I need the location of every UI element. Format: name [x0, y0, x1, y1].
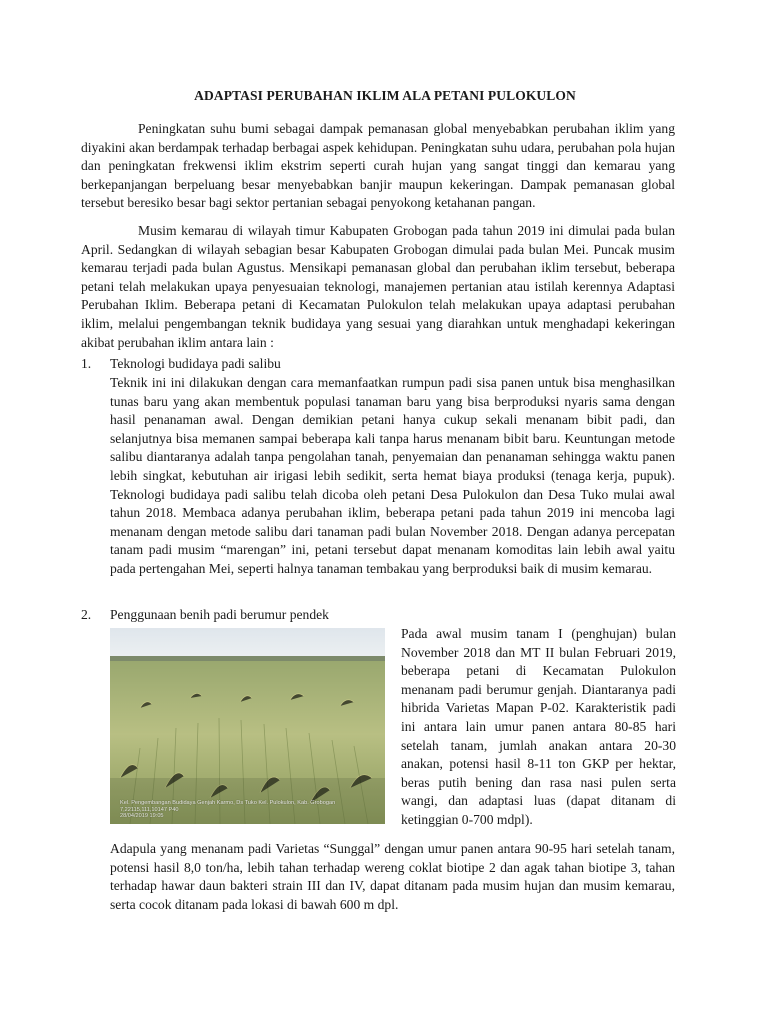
list-number: 2.	[81, 607, 92, 622]
salibu-paragraph: Teknik ini ini dilakukan dengan cara memanfaatkan rumpun padi sisa panen untuk bisa menghasilkan tunas baru yang akan membentuk populasi tanaman baru yang bisa berproduksi nyaris sama dengan hasil penanaman awal. Dengan demikian petani hanya cukup sekali menanam bibit padi, dan selanjutnya bisa memanen sampai beberapa kali tanpa harus menanam bibit baru. Keuntungan metode salibu diantaranya adalah tanpa pengolahan tanah, penyemaian dan penanaman sehingga waktu panen lebih singkat, kebutuhan air irigasi lebih sedikit, serta hemat biaya produksi (tenaga kerja, pupuk). Teknologi budidaya padi salibu telah dicoba oleh petani Desa Pulokulon dan Desa Tuko mulai awal tahun 2018. Membaca adanya perubahan iklim, beberapa petani pada tahun 2019 ini mencoba lagi menanam dengan metode salibu dari tanaman padi bulan November 2018. Dengan adanya percepatan tanam padi musim “marengan” ini, petani tersebut dapat menanam komoditas lain lebih awal yaitu pada pertengahan Mei, seperti halnya tanaman tembakau yang berproduksi baik di musim kemarau.	[110, 375, 675, 576]
sunggal-paragraph: Adapula yang menanam padi Varietas “Sunggal” dengan umur panen antara 90-95 hari setelah tanam, potensi hasil 8,0 ton/ha, lebih tahan terhadap wereng coklat biotipe 2 dan agak tahan biotipe 3, tahan terhadap hawar daun bakteri strain III dan IV, dapat ditanam pada musim hujan dan musim kemarau, serta cocok ditanam pada lokasi di bawah 600 m dpl.	[110, 841, 675, 912]
watermark-line: 28/04/2019 19:05	[120, 813, 164, 820]
dry-season-paragraph: Musim kemarau di wilayah timur Kabupaten Grobogan pada tahun 2019 ini dimulai pada bulan April. Sedangkan di wilayah sebagian besar Kabupaten Grobogan dimulai pada bulan Mei. Puncak musim kemarau terjadi pada bulan Agustus. Mensikapi pemanasan global dan perubahan iklim tersebut, beberapa petani telah melakukan upaya penyesuaian teknologi, manajemen pertanian atau istilah kerennya Adaptasi Perubahan Iklim. Beberapa petani di Kecamatan Pulokulon telah melakukan upaya adaptasi perubahan iklim, melalui pengembangan teknik budidaya yang sesuai yang diarahkan untuk menghadapi kekeringan akibat perubahan iklim antara lain :	[81, 223, 675, 350]
list-heading-short-age-seed: Penggunaan benih padi berumur pendek	[110, 607, 329, 622]
watermark-line: Kel. Pengembangan Budidaya Genjah Karmo, Ds Tuko Kel. Pulokulon, Kab. Grobogan	[120, 800, 336, 807]
photo-watermark	[120, 800, 380, 820]
rice-field-image	[110, 628, 385, 824]
rice-field-photo	[110, 628, 385, 824]
intro-paragraph: Peningkatan suhu bumi sebagai dampak pemanasan global menyebabkan perubahan iklim yang diyakini akan berdampak terhadap berbagai aspek kehidupan. Peningkatan suhu udara, perubahan pola hujan dan peningkatan frekwensi iklim ekstrim seperti curah hujan yang sangat tinggi dan kemarau yang berkepanjangan berpeluang besar menyebabkan banjir maupun kekeringan. Dampak pemanasan global tersebut beresiko besar bagi sektor pertanian sebagai penyokong ketahanan pangan.	[81, 121, 675, 211]
list-number: 1.	[81, 356, 92, 371]
watermark-line: 7,22115,111,10147 P40	[120, 806, 179, 813]
list-heading-salibu: Teknologi budidaya padi salibu	[110, 356, 281, 371]
genjah-paragraph: Pada awal musim tanam I (penghujan) bulan November 2018 dan MT II bulan Februari 2019, beberapa petani di Kecamatan Pulokulon menanam padi berumur genjah. Diantaranya padi hibrida Varietas Mapan P-02. Karakteristik padi ini antara lain umur panen antara 80-85 hari setelah tanam, jumlah anakan antara 20-30 anakan, potensi hasil 8-11 ton GKP per hektar, beras putih bening dan rasa nasi pulen serta wangi, dan adaptasi luas (dapat ditanam di ketinggian 0-700 mdpl).	[401, 626, 676, 827]
document-title: ADAPTASI PERUBAHAN IKLIM ALA PETANI PULOKULON	[194, 88, 576, 103]
